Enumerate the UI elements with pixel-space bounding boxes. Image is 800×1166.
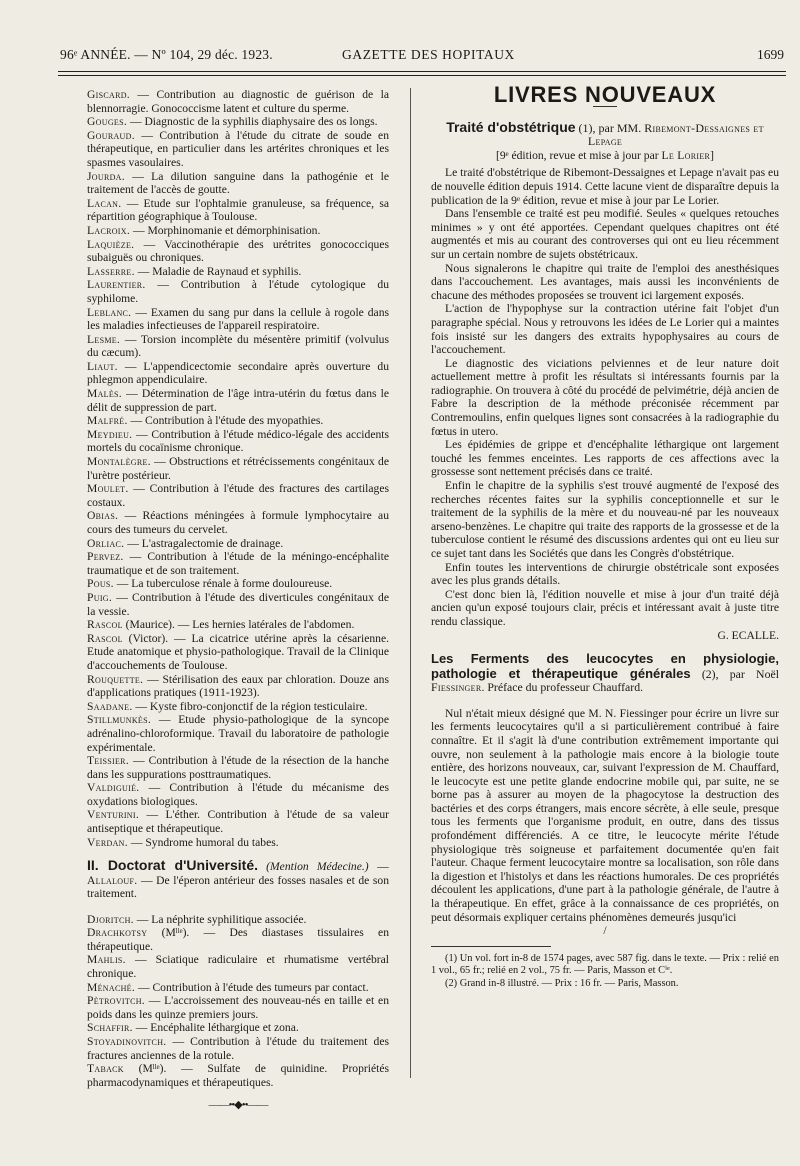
book1-title: Traité d'obstétrique bbox=[446, 118, 576, 135]
thesis-title: — Contribution à l'étude du mécanisme des oxydations biologiques. bbox=[87, 781, 389, 808]
footnote-1: (1) Un vol. fort in-8 de 1574 pages, avec 587 fig. dans le texte. — Prix : relié en 1 vol., 65 fr.; relié en 2 vol., 75 fr. — Paris, Masson et Cⁱᵉ. bbox=[431, 952, 779, 977]
book2-title: Les Ferments des leucocytes en physiologie, pathologie et thérapeutique générales bbox=[431, 651, 779, 681]
thesis-author: Djoritch. bbox=[87, 912, 134, 926]
thesis-entry bbox=[87, 1035, 389, 1062]
thesis-entry bbox=[87, 577, 389, 591]
edition-text: [9ᵉ édition, revue et mise à jour par bbox=[495, 148, 662, 162]
thesis-title: — Contribution à l'étude cytologique du syphilome. bbox=[87, 278, 389, 305]
book2-author: Fiessinger bbox=[431, 680, 482, 695]
thesis-title: — Contribution à l'étude des tumeurs par contact. bbox=[135, 980, 369, 994]
thesis-title: — Contribution à l'étude du traitement des fractures anciennes de la rotule. bbox=[87, 1034, 389, 1062]
thesis-entry bbox=[87, 550, 389, 577]
book1-review bbox=[431, 166, 779, 628]
thesis-entry bbox=[87, 129, 389, 170]
thesis-author: Lacroix. bbox=[87, 223, 131, 237]
thesis-title: — Contribution à l'étude des myopathies. bbox=[127, 414, 324, 428]
thesis-title: — Contribution à l'étude des fractures des cartilages costaux. bbox=[87, 482, 389, 509]
thesis-author: Meydieu. bbox=[87, 427, 133, 441]
section-mention: (Mention Médecine.) bbox=[258, 860, 369, 874]
thesis-title: — Examen du sang pur dans la cellule à rogole dans les maladies infectieuses de l'appareil respiratoire. bbox=[87, 305, 389, 333]
thesis-title: — L'appendicectomie secondaire après ouverture du phlegmon appendiculaire. bbox=[87, 359, 389, 387]
thesis-entry bbox=[87, 913, 389, 927]
thesis-title: — Kyste fibro-conjonctif de la région testiculaire. bbox=[132, 699, 368, 713]
thesis-author: Stillmunkès. bbox=[87, 713, 152, 727]
review-paragraph: Le traité d'obstétrique de Ribemont-Dessaignes et Lepage n'avait pas eu de nouvelle édition depuis 1914. Cette lacune vient de disparaître depuis la publication de la 9ᵉ édition, revue et mise à jour par Le Lorier. bbox=[431, 166, 779, 207]
thesis-entry bbox=[87, 994, 389, 1021]
thesis-title: — Détermination de l'âge intra-utérin du fœtus dans le délit de suppression de part. bbox=[87, 387, 389, 414]
thesis-title: (Mˡˡᵉ). — Des diastases tissulaires en thérapeutique. bbox=[87, 926, 389, 953]
thesis-entry bbox=[87, 88, 389, 115]
thesis-entry bbox=[87, 224, 389, 238]
thesis-entry bbox=[87, 981, 389, 995]
thesis-author: Verdan. bbox=[87, 835, 128, 849]
thesis-author: Gouges. bbox=[87, 115, 128, 129]
thesis-author: Stoyadinovitch. bbox=[87, 1034, 167, 1048]
review-paragraph: Dans l'ensemble ce traité est peu modifié. Seules « quelques retouches minimes » y ont été apportées. Cependant quelques chapitres ont été augmentés et mis au courant des controverses qui ont eu lieu récemment sur un certain nombre de sujets obstétricaux. bbox=[431, 207, 779, 261]
thesis-entry bbox=[87, 360, 389, 387]
review-signature: G. ECALLE. bbox=[717, 628, 779, 642]
thesis-entry bbox=[87, 333, 389, 360]
thesis-entry bbox=[87, 428, 389, 455]
thesis-entry bbox=[87, 414, 389, 428]
thesis-entry bbox=[87, 537, 389, 551]
thesis-title: — Réactions méningées à formule lymphocytaire au cours des tumeurs du cervelet. bbox=[87, 509, 389, 536]
thesis-author: Saadane. bbox=[87, 699, 133, 713]
thesis-entry bbox=[87, 632, 389, 673]
thesis-author: Malès. bbox=[87, 387, 123, 401]
thesis-title: (Mˡˡᵉ). — Sulfate de quinidine. Propriétés pharmacodynamiques et thérapeutiques. bbox=[87, 1062, 389, 1089]
book1-edition bbox=[431, 149, 779, 163]
thesis-author: Ménaché. bbox=[87, 980, 136, 994]
thesis-author: Montalègre. bbox=[87, 455, 151, 469]
edition-bracket: ] bbox=[710, 148, 715, 162]
thesis-author: Jourda. bbox=[87, 169, 125, 183]
thesis-entry bbox=[87, 591, 389, 618]
thesis-author: Leblanc. bbox=[87, 305, 132, 319]
thesis-entry bbox=[87, 265, 389, 279]
book1-ref: (1), par MM. bbox=[575, 120, 645, 135]
review-paragraph: L'action de l'hypophyse sur la contraction utérine fait l'objet d'un paragraphe spécial. Nous y retrouvons les idées de Le Lorier qui a maintes fois insisté sur les dangers des extraits hypophysaires au cours de l'accouchement. bbox=[431, 302, 779, 357]
thesis-author: Lesme. bbox=[87, 332, 121, 346]
thesis-title: — L'accroissement des nouveau-nés en taille et en poids dans les quinze premiers jours. bbox=[87, 994, 389, 1021]
thesis-author: Mahlis. bbox=[87, 953, 126, 967]
thesis-author: Pous. bbox=[87, 577, 114, 591]
book2-preface: . Préface du professeur Chauffard. bbox=[481, 680, 644, 695]
thesis-list bbox=[87, 88, 389, 849]
thesis-title: — Contribution à l'étude de la méningo-encéphalite traumatique et de son traitement. bbox=[87, 550, 389, 577]
review-paragraph: Nous signalerons le chapitre qui traite de l'emploi des anesthésiques dans l'accouchement. Les avantages, mais aussi les inconvénients de chacune des méthodes proposées se trouvent ici largement exposés. bbox=[431, 261, 779, 302]
thesis-title: — Torsion incomplète du mésentère primitif (volvulus du cæcum). bbox=[87, 332, 389, 360]
review-paragraph: Les épidémies de grippe et d'encéphalite léthargique ont largement touché les femmes enceintes. Les rapports de ces affections avec la grossesse sont nettement précisés dans ce traité. bbox=[431, 438, 779, 479]
first-thesis: — De l'éperon antérieur des fosses nasales et de son traitement. bbox=[87, 873, 389, 901]
thesis-entry bbox=[87, 673, 389, 700]
thesis-title: — Etude sur l'ophtalmie granuleuse, sa fréquence, sa répartition géographique à Toulouse. bbox=[87, 196, 389, 224]
thesis-author: Pervez. bbox=[87, 550, 124, 564]
thesis-entry bbox=[87, 713, 389, 754]
thesis-entry bbox=[87, 115, 389, 129]
right-column bbox=[431, 82, 779, 990]
thesis-author: Lacan. bbox=[87, 196, 122, 210]
thesis-title: — Contribution au diagnostic de guérison de la blennorragie. Gonococcisme latent et culture du sperme. bbox=[87, 88, 389, 115]
thesis-entry bbox=[87, 278, 389, 305]
review-paragraph: Enfin toutes les interventions de chirurgie obstétricale sont exposées avec les plus grands détails. bbox=[431, 560, 779, 588]
section-doctorat bbox=[87, 859, 389, 901]
thesis-author: Obias. bbox=[87, 509, 119, 523]
thesis-author: Laquièze. bbox=[87, 237, 135, 251]
thesis-entry bbox=[87, 808, 389, 835]
thesis-title: — Obstructions et rétrécissements congénitaux de l'urètre postérieur. bbox=[87, 455, 389, 482]
review-paragraph: Enfin le chapitre de la syphilis s'est trouvé augmenté de l'exposé des recherches récentes faites sur la syphilis conceptionnelle et sur le traitement de la syphilis de la mère et du nouveau-né par les nouveaux arseno-benzènes. Le chapitre qui traite des rapports de la grossesse et de la tuberculose contient le résumé des discussions ardentes qui ont eu lieu sur ce sujet tant dans les Sociétés que dans les Congrès d'obstétrique. bbox=[431, 479, 779, 560]
book1-title-line bbox=[431, 118, 779, 149]
thesis-author: Liaut. bbox=[87, 359, 118, 373]
thesis-author: Orliac. bbox=[87, 536, 125, 550]
thesis-title: — Contribution à l'étude des diverticules congénitaux de la vessie. bbox=[87, 590, 389, 618]
thesis-author: Rascol bbox=[87, 618, 123, 632]
journal-title: GAZETTE DES HOPITAUX bbox=[342, 47, 515, 62]
thesis-author: Malfré. bbox=[87, 414, 128, 428]
header-rule-thin bbox=[58, 75, 786, 76]
thesis-title: (Victor). — La cicatrice utérine après la césarienne. Etude anatomique et physio-pathologique. Travail de la Clinique d'accouchements de Toulouse. bbox=[87, 631, 389, 672]
thesis-title: — Contribution à l'étude du citrate de soude en thérapeutique, en particulier dans les artérites chroniques et les spasmes vasoulaires. bbox=[87, 128, 389, 169]
continuation-mark: / bbox=[603, 924, 607, 938]
thesis-author: Schaffir. bbox=[87, 1021, 133, 1035]
thesis-entry bbox=[87, 754, 389, 781]
page-number: 1699 bbox=[757, 47, 784, 62]
header-rule-thick bbox=[58, 71, 786, 72]
end-ornament: ——••◆••—— bbox=[208, 1099, 268, 1112]
thesis-author: Lasserre. bbox=[87, 264, 135, 278]
thesis-entry bbox=[87, 197, 389, 224]
thesis-title: — La dilution sanguine dans la pathogénie et le traitement de l'accès de goutte. bbox=[87, 169, 389, 197]
thesis-title: — La néphrite syphilitique associée. bbox=[133, 912, 307, 926]
thesis-title: — Etude physio-pathologique de la syncope adrénalino-chloroformique. Travail du laboratoire de pathologie expérimentale. bbox=[87, 713, 389, 754]
doctorat-list bbox=[87, 913, 389, 1090]
thesis-title: — Diagnostic de la syphilis diaphysaire des os longs. bbox=[127, 115, 378, 129]
first-author: — Allalouf. bbox=[87, 860, 389, 887]
edition-reviser: Le Lorier bbox=[661, 148, 711, 162]
thesis-title: — Stérilisation des eaux par chloration. Douze ans d'applications pratiques (1911-1923). bbox=[87, 672, 389, 700]
footnote-rule bbox=[431, 946, 551, 947]
thesis-title: — Maladie de Raynaud et syphilis. bbox=[134, 264, 302, 278]
thesis-entry bbox=[87, 1021, 389, 1035]
thesis-author: Drachkotsy bbox=[87, 926, 148, 940]
thesis-author: Taback bbox=[87, 1062, 124, 1076]
thesis-entry bbox=[87, 170, 389, 197]
thesis-author: Valdiguié. bbox=[87, 781, 140, 795]
thesis-title: — Vaccinothérapie des urétrites gonococciques subaiguës ou chroniques. bbox=[87, 237, 389, 265]
thesis-author: Rouquette. bbox=[87, 672, 144, 686]
footnote-2: (2) Grand in-8 illustré. — Prix : 16 fr. — Paris, Masson. bbox=[445, 977, 679, 989]
thesis-title: — Contribution à l'étude médico-légale des accidents mortels du cocaïnisme chronique. bbox=[87, 427, 389, 455]
thesis-author: Rascol bbox=[87, 631, 123, 645]
issue-info: 96ᵉ ANNÉE. — Nº 104, 29 déc. 1923. bbox=[60, 47, 273, 62]
thesis-entry bbox=[87, 509, 389, 536]
thesis-title: — Sciatique radiculaire et rhumatisme vertébral chronique. bbox=[87, 953, 389, 980]
thesis-author: Gouraud. bbox=[87, 128, 135, 142]
thesis-title: — Morphinomanie et démorphinisation. bbox=[130, 223, 321, 237]
thesis-author: Giscard. bbox=[87, 88, 131, 101]
section-heading: II. Doctorat d'Université. bbox=[87, 857, 258, 874]
book1-authors: Ribemont-Dessaignes et Lepage bbox=[587, 120, 764, 149]
thesis-entry bbox=[87, 238, 389, 265]
thesis-author: Pètrovitch. bbox=[87, 994, 145, 1008]
thesis-author: Teissier. bbox=[87, 754, 130, 768]
review-paragraph: Le diagnostic des viciations pelviennes et de leur nature doit actuellement mettre à profit les résultats si intéressants fournis par la radiographie. On trouvera à côté du procédé de pelvimétrie, déjà ancien de Fabre la description de la méthode préconisée récemment par Contremoulins, enfin quelques lignes sont consacrées à la radiographie du fœtus in utero. bbox=[431, 356, 779, 438]
thesis-entry bbox=[87, 953, 389, 980]
thesis-author: Puig. bbox=[87, 590, 113, 604]
thesis-title: — L'astragalectomie de drainage. bbox=[124, 536, 284, 550]
book2-title-line bbox=[431, 652, 779, 695]
page-header bbox=[60, 47, 784, 67]
column-separator bbox=[410, 88, 411, 1078]
thesis-title: — Encéphalite léthargique et zona. bbox=[132, 1021, 299, 1035]
thesis-entry bbox=[87, 836, 389, 850]
thesis-entry bbox=[87, 387, 389, 414]
thesis-author: Venturini. bbox=[87, 808, 140, 822]
section-title-livres: LIVRES NOUVEAUX bbox=[493, 82, 717, 107]
thesis-title: — Contribution à l'étude de la résection de la hanche dans les suppurations posttraumatiques. bbox=[87, 754, 389, 781]
review-paragraph: C'est donc bien là, l'édition nouvelle et mise à jour d'un traité déjà ancien qu'un exposé toujours clair, précis et intéressant avait à juste titre rendu classique. bbox=[431, 587, 779, 628]
book2-ref: (2), par Noël bbox=[690, 666, 779, 681]
thesis-title: — L'éther. Contribution à l'étude de sa valeur antiseptique et thérapeutique. bbox=[87, 808, 389, 836]
thesis-entry bbox=[87, 781, 389, 808]
thesis-title: — La tuberculose rénale à forme douloureuse. bbox=[113, 577, 333, 591]
thesis-entry bbox=[87, 926, 389, 953]
thesis-entry bbox=[87, 455, 389, 482]
thesis-title: (Maurice). — Les hernies latérales de l'abdomen. bbox=[122, 618, 355, 632]
thesis-title: — Syndrome humoral du tabes. bbox=[127, 835, 279, 849]
thesis-entry bbox=[87, 1062, 389, 1089]
thesis-entry bbox=[87, 700, 389, 714]
thesis-entry bbox=[87, 482, 389, 509]
thesis-entry bbox=[87, 306, 389, 333]
thesis-author: Laurentier. bbox=[87, 278, 146, 292]
book2-review: Nul n'était mieux désigné que M. N. Fiessinger pour écrire un livre sur les ferments leucocytaires qu'il a si particulièrement contribué à faire connaître. Et il s'agit là d'une contribution extrêmement importante qui ouvre, non seulement à la pathologie mais encore à la biologie toute entière, des horizons nouveaux, car, suivant l'expression de M. Chauffard, le leucocyte est une petite glande endocrine mobile qui, par suite, ne se borne pas à assurer au moyen de la phagocytose la destruction des bactéries et des corps étrangers, mais encore sécrète, à elle seule, presque tous les ferments que l'organisme produit, en outre, dans des tissus profondément différenciés. A ce titre, le leucocyte mérite l'étude physiologique très soigneuse et parfaitement documentée qu'en fait l'auteur. Chaque ferment leucocytaire montre sa localisation, son rôle dans la digestion et l'histolys et dans les réactions humorales. De ces propriétés découlent les applications, d'une part à la pathologie générale, de l'autre à la thérapeutique. En effet, grâce à la connaissance de ces propriétés, on peut désormais expliquer certains phénomènes demeurés jusqu'ici bbox=[431, 706, 779, 924]
thesis-author: Moulet. bbox=[87, 482, 129, 496]
left-column bbox=[87, 88, 389, 1113]
thesis-entry bbox=[87, 618, 389, 632]
